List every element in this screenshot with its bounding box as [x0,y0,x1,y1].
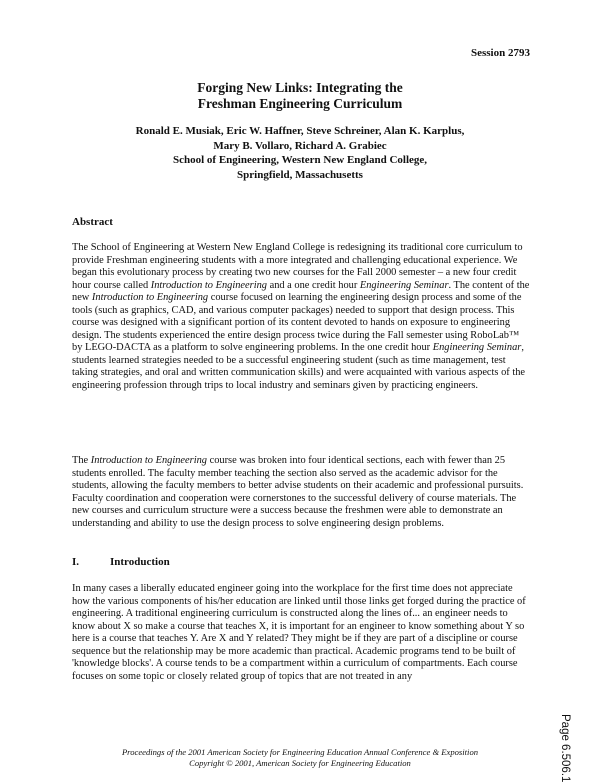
text-run: course was broken into four identical sections, each with fewer than 25 students enrolled. The faculty member teaching the section also served as the academic advisor for the students, allowing the faculty members to better advise students on their academic and professional pursuits. Faculty coordination and cooperation were cornerstones to the successful delivery of course materials. The new courses and curriculum structure were a success because the freshmen were able to demonstrate an understanding and ability to use the design process to solve engineering design problems. [72,455,524,529]
title-line-1: Forging New Links: Integrating the [197,80,403,95]
footer-copyright: Copyright © 2001, American Society for Engineering Education [189,757,411,768]
text-run: course focused on learning the engineering design process and some of the tools (such as graphics, CAD, and various computer packages) needed to support that design process. This course was designed with a significant portion of its content devoted to hands on exposure to engineering design. The students experienced the entire design process twice during the Fall semester using RoboLab™ by LEGO-DACTA as a platform to solve engineering problems. In the one credit hour [72,292,522,353]
text-run: The [72,455,91,466]
course-name-italic: Introduction to Engineering [91,292,209,303]
course-name-italic: Engineering Seminar [432,342,522,353]
page-footer [0,747,600,768]
text-run: and a one credit hour [266,279,360,291]
course-name-italic: Introduction to Engineering [150,279,267,291]
paper-title [0,80,600,112]
title-line-2: Freshman Engineering Curriculum [197,96,403,111]
footer-proceedings: Proceedings of the 2001 American Society for Engineering Education Annual Conference & Exposition [121,747,479,757]
author-names-2: Mary B. Vollaro, Richard A. Grabiec [213,139,387,152]
abstract-heading: Abstract [72,216,113,228]
text-run: . The content of the new [72,279,530,303]
author-names-1: Ronald E. Musiak, Eric W. Haffner, Steve Schreiner, Alan K. Karplus, [135,125,465,137]
page-number: Page 6.506.1 [559,714,571,782]
abstract-paragraph-1 [72,242,532,392]
course-name-italic: Introduction to Engineering [90,455,207,466]
author-block [0,124,600,182]
author-location: Springfield, Massachusetts [237,168,363,181]
section-title: Introduction [110,556,170,568]
course-name-italic: Engineering Seminar [359,279,449,291]
abstract-paragraph-2 [72,455,532,530]
introduction-paragraph-1: In many cases a liberally educated engineer going into the workplace for the first time does not appreciate how the various components of his/her education are linked until those links get forged during the practice of engineering. A traditional engineering curriculum is constructed along the lines of... an engineer needs to know about X so make a course that teaches X, it is important for an engineer to know something about Y so here is a course that teaches Y. Are X and Y related? They might be if they are part of a discipline or course sequence but the relationship may be more academic than practical. Academic programs tend to be built of 'knowledge blocks'. A course tends to be a compartment within a curriculum of compartments. Each course focuses on some topic or closely related group of topics that are not treated in any [72,583,526,682]
session-number: Session 2793 [471,47,530,59]
author-affiliation: School of Engineering, Western New England College, [172,154,428,166]
text-run: , students learned strategies needed to be a successful engineering student (such as time management, test taking strategies, and oral and written communication skills) and were acquainted with various aspects of the engineering profession through trips to local industry and seminars given by practicing engineers. [72,342,526,391]
introduction-heading [72,556,170,568]
section-number: I. [72,556,80,568]
text-run: The School of Engineering at Western New England College is redesigning its traditional core curriculum to provide Freshman engineering students with a more integrated and challenging educational experience. We began this evolutionary process by creating two new courses for the Fall 2000 semester – a new four credit hour course called [72,242,523,291]
